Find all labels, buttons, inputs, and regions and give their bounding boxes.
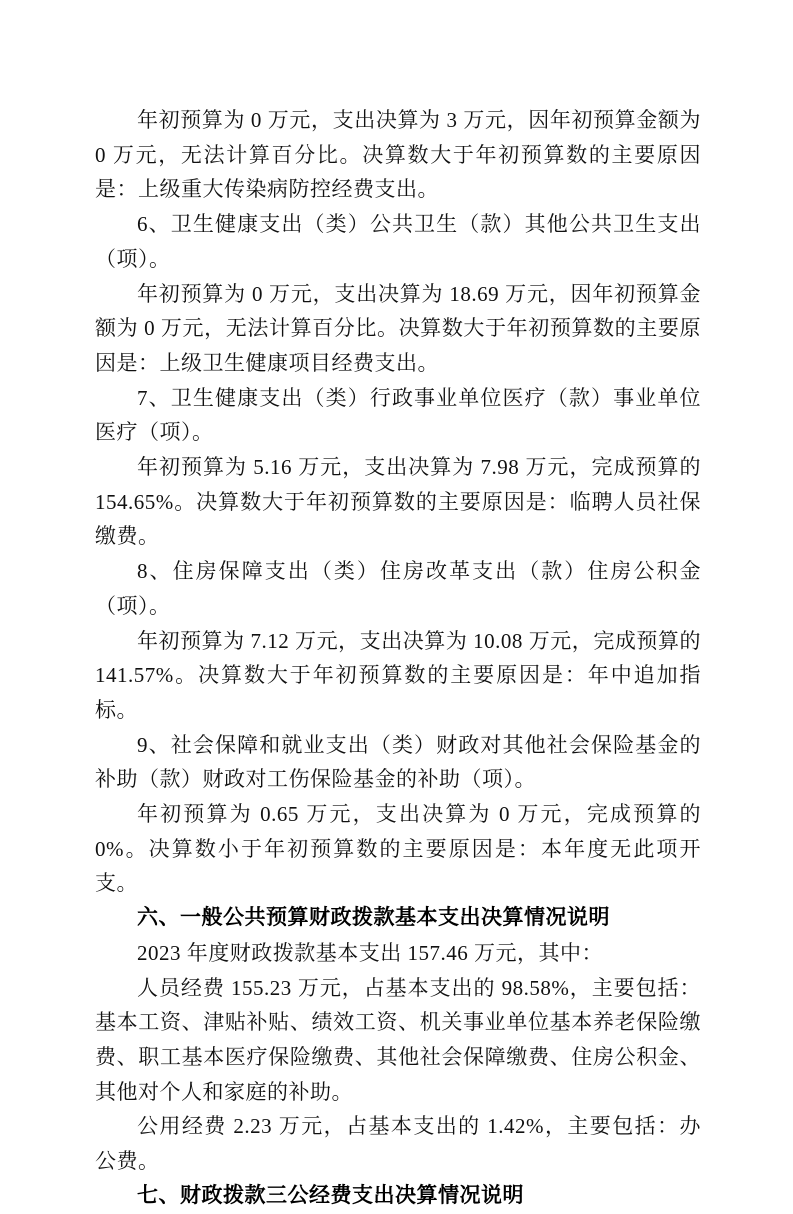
paragraph: 2023 年度财政拨款基本支出 157.46 万元，其中： (137, 940, 603, 965)
paragraph: 年初预算为 0 万元，支出决算为 3 万元，因年初预算金额为 0 万元，无法计算百分比。决算数大于年初预算数的主要原因是：上级重大传染病防控经费支出。 (95, 108, 701, 202)
paragraph: 8、住房保障支出（类）住房改革支出（款）住房公积金（项）。 (95, 559, 701, 618)
paragraph: 7、卫生健康支出（类）行政事业单位医疗（款）事业单位医疗（项）。 (95, 385, 701, 445)
paragraph: 年初预算为 0.65 万元，支出决算为 0 万元，完成预算的 0%。决算数小于年初预算数的主要原因是：本年度无此项开支。 (95, 802, 701, 896)
section-heading: 六、一般公共预算财政拨款基本支出决算情况说明 (137, 906, 610, 930)
document-body (95, 103, 701, 1214)
paragraph: 9、社会保障和就业支出（类）财政对其他社会保险基金的补助（款）财政对工伤保险基金的补助（项）。 (95, 732, 701, 792)
paragraph: 年初预算为 0 万元，支出决算为 18.69 万元，因年初预算金额为 0 万元，无法计算百分比。决算数大于年初预算数的主要原因是：上级卫生健康项目经费支出。 (95, 281, 701, 375)
paragraph: 公用经费 2.23 万元，占基本支出的 1.42%，主要包括：办公费。 (95, 1114, 701, 1174)
paragraph: 6、卫生健康支出（类）公共卫生（款）其他公共卫生支出（项）。 (95, 212, 701, 271)
paragraph: 人员经费 155.23 万元，占基本支出的 98.58%，主要包括：基本工资、津贴补贴、绩效工资、机关事业单位基本养老保险缴费、职工基本医疗保险缴费、其他社会保障缴费、住房公积金、其他对个人和家庭的补助。 (95, 975, 701, 1104)
section-heading: 七、财政拨款三公经费支出决算情况说明 (137, 1183, 524, 1207)
paragraph: 年初预算为 5.16 万元，支出决算为 7.98 万元，完成预算的 154.65%。决算数大于年初预算数的主要原因是：临聘人员社保缴费。 (95, 455, 701, 549)
paragraph: 年初预算为 7.12 万元，支出决算为 10.08 万元，完成预算的 141.57%。决算数大于年初预算数的主要原因是：年中追加指标。 (95, 628, 701, 722)
